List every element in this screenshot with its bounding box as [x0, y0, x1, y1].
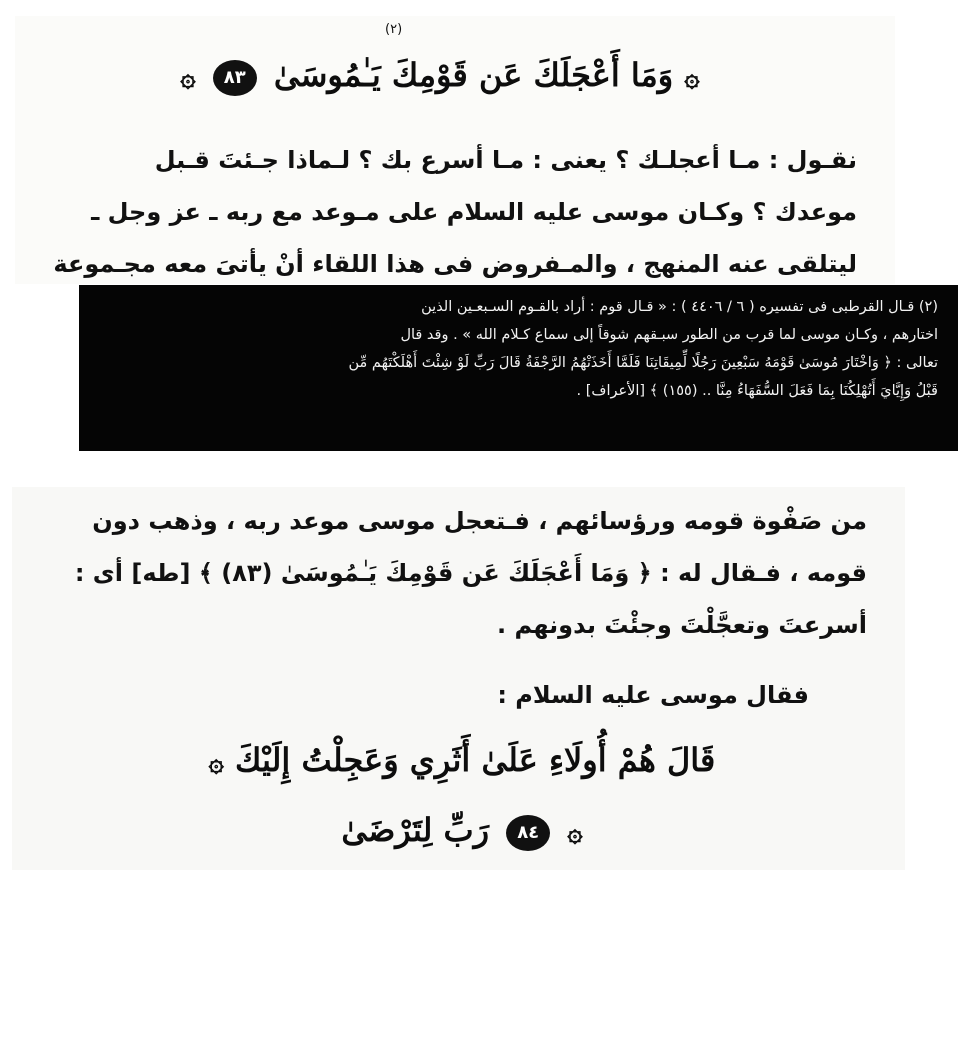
bottom-page-fragment	[12, 487, 905, 870]
footnote-line: قَبْلُ وَإِيَّايَ أَتُهْلِكُنَا بِمَا فَعَلَ السُّفَهَاءُ مِنَّا .. (١٥٥) ﴾ [الأعراف] .	[576, 383, 938, 399]
verse-text: رَبِّ لِتَرْضَىٰ	[341, 811, 490, 849]
quran-verse-84-line1	[202, 733, 722, 790]
verse-text: قَالَ هُمْ أُولَاءِ عَلَىٰ أَثَرِي وَعَجِلْتُ إِلَيْكَ	[235, 741, 716, 779]
footnote-box	[79, 285, 958, 451]
paragraph-line: أسرعتَ وتعجَّلْتَ وجئْتَ بدونهم .	[497, 611, 867, 639]
paragraph-line: موعدك ؟ وكـان موسى عليه السلام على مـوعد مع ربه ـ عز وجل ـ	[91, 198, 857, 226]
quran-verse-83	[135, 48, 745, 105]
musa-said-intro: فقال موسى عليه السلام :	[497, 681, 809, 709]
footnote-line: (٢) قـال القرطبى فى تفسيره ( ٦ / ٤٤٠٦ ) : « قـال قوم : أراد بالقـوم السـبعـين الذين	[421, 299, 938, 315]
commentary-paragraph	[37, 495, 867, 651]
paragraph-line: ليتلقى عنه المنهج ، والمـفروض فى هذا اللقاء أنْ يأتىَ معه مجـموعة	[53, 250, 857, 278]
footnote-text	[98, 293, 938, 405]
footnote-line: تعالى : ﴿ وَاخْتَارَ مُوسَىٰ قَوْمَهُ سَبْعِينَ رَجُلًا لِّمِيقَاتِنَا فَلَمَّا أَخَذَتْهُمُ الرَّجْفَةُ قَالَ رَبِّ لَوْ شِئْتَ أَهْلَكْتَهُم مِّن	[348, 355, 938, 371]
footnote-line: اختارهم ، وكـان موسى لما قرب من الطور سبـقهم شوقاً إلى سماع كـلام الله » . وقد قال	[400, 327, 938, 343]
verse-ornament-close-icon: ۞	[567, 817, 583, 848]
paragraph-line: نقـول : مـا أعجلـك ؟ يعنى : مـا أسرع بك ؟ لـماذا جـئتَ قـبل	[154, 146, 857, 174]
footnote-marker: (٢)	[385, 22, 403, 37]
commentary-paragraph	[47, 134, 857, 290]
verse-text: وَمَا أَعْجَلَكَ عَن قَوْمِكَ يَـٰمُوسَىٰ	[273, 56, 674, 94]
verse-ornament-open-icon: ۞	[208, 747, 224, 778]
verse-ornament-close-icon: ۞	[180, 62, 196, 93]
verse-ornament-open-icon: ۞	[684, 62, 700, 93]
verse-number-badge: ٨٣	[213, 60, 257, 96]
verse-number-badge: ٨٤	[506, 815, 550, 851]
paragraph-line: من صَفْوة قومه ورؤسائهم ، فـتعجل موسى موعد ربه ، وذهب دون	[92, 507, 867, 535]
quran-verse-84-line2	[322, 803, 602, 860]
top-page-fragment	[15, 16, 895, 284]
paragraph-line: قومه ، فـقال له : ﴿ وَمَا أَعْجَلَكَ عَن قَوْمِكَ يَـٰمُوسَىٰ (٨٣) ﴾ [طه] أى :	[74, 559, 867, 587]
